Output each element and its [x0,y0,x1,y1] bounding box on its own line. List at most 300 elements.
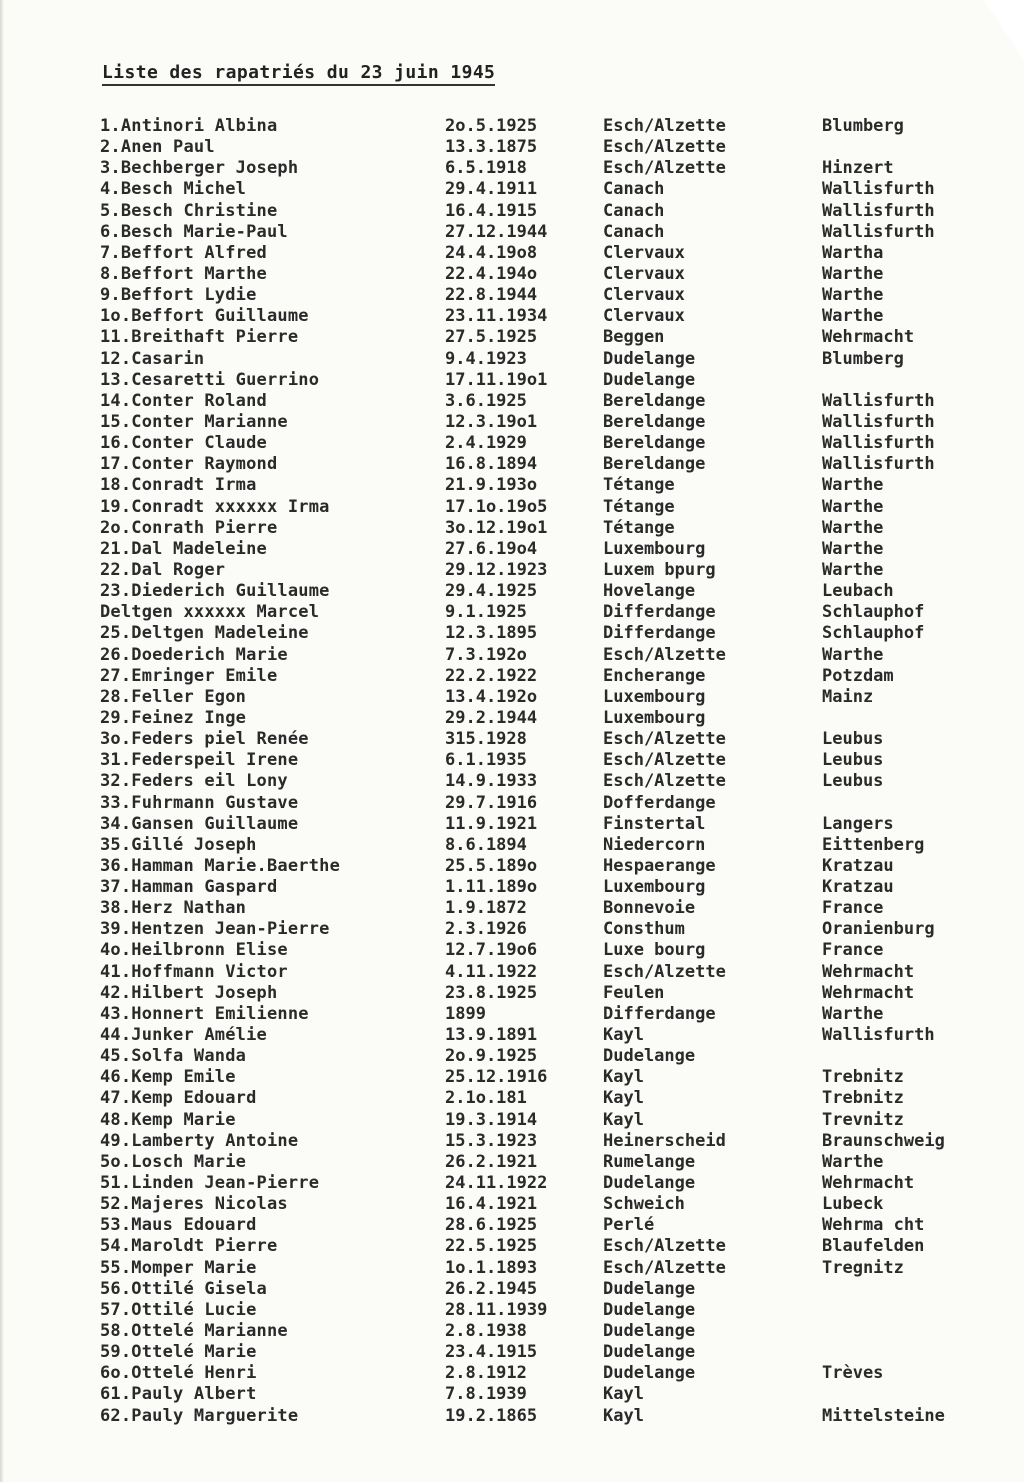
entry-destination: Wehrmacht [822,327,915,348]
entry-destination: Wallisfurth [822,433,935,454]
entry-name: 1.Antinori Albina [100,116,278,136]
list-item [0,1342,1024,1363]
entry-name: 28.Feller Egon [100,686,247,707]
entry-destination: Schlauphof [822,623,925,644]
list-item [0,898,1024,919]
list-item [0,1300,1024,1321]
list-item [0,1236,1024,1257]
list-item [0,1088,1024,1109]
list-item [0,1258,1024,1279]
entry-name: 52.Majeres Nicolas [100,1194,288,1215]
entry-name: 36.Hamman Marie.Baerthe [100,855,341,876]
entry-destination: Wehrmacht [822,1173,915,1194]
list-item [0,877,1024,898]
entry-destination: Wallisfurth [822,179,935,200]
entry-name: 33.Fuhrmann Gustave [100,792,299,813]
entry-name: 3o.Feders piel Renée [100,729,309,750]
entry-name: 51.Linden Jean-Pierre [100,1173,320,1194]
list-item [0,940,1024,961]
list-item [0,1384,1024,1405]
entry-birthplace: Esch/Alzette [603,750,726,771]
entry-birthplace: Luxembourg [603,686,706,707]
entry-name: 6.Besch Marie-Paul [100,221,288,242]
entry-destination: Leubus [822,771,884,792]
entry-birthplace: Kayl [603,1405,644,1426]
entry-name: 18.Conradt Irma [100,475,257,496]
entry-birth-date: 7.3.192o [445,644,527,665]
entry-birth-date: 2.8.1938 [445,1321,527,1342]
entry-name: 6o.Ottelé Henri [100,1363,257,1384]
entry-birth-date: 2.3.1926 [445,919,527,940]
entry-birthplace: Dudelange [603,1278,696,1299]
entry-birthplace: Bereldange [603,454,706,475]
entry-birthplace: Esch/Alzette [603,137,726,158]
entry-birthplace: Consthum [603,919,685,940]
entry-birth-date: 21.9.193o [445,475,538,496]
entry-birthplace: Esch/Alzette [603,158,726,179]
entry-birth-date: 3o.12.19o1 [445,517,548,538]
entry-birthplace: Dudelange [603,1363,696,1384]
entry-birth-date: 3.6.1925 [445,390,527,411]
page-corner-fold [984,0,1024,60]
entry-birthplace: Kayl [603,1384,644,1405]
entry-birthplace: Canach [603,221,665,242]
entry-birth-date: 26.2.1945 [445,1278,538,1299]
entry-name: 53.Maus Edouard [100,1215,257,1236]
entry-name: 27.Emringer Emile [100,665,278,686]
list-item [0,116,1024,137]
entry-birth-date: 2o.5.1925 [445,116,538,136]
entry-birth-date: 1o.1.1893 [445,1257,538,1278]
entry-birthplace: Esch/Alzette [603,644,726,665]
entry-birthplace: Kayl [603,1025,644,1046]
entry-birthplace: Feulen [603,982,665,1003]
entry-destination: Oranienburg [822,919,935,940]
entry-birth-date: 12.3.1895 [445,623,538,644]
entry-birth-date: 22.8.1944 [445,285,538,306]
entry-name: 7.Beffort Alfred [100,242,267,263]
entry-name: 29.Feinez Inge [100,707,247,728]
entry-name: 5.Besch Christine [100,200,278,221]
list-item [0,433,1024,454]
entry-name: 1o.Beffort Guillaume [100,306,309,327]
entry-destination: Wehrmacht [822,961,915,982]
entry-birthplace: Kayl [603,1067,644,1088]
entry-birthplace: Dudelange [603,1173,696,1194]
entry-birthplace: Dudelange [603,1321,696,1342]
entry-name: 15.Conter Marianne [100,411,288,432]
entry-destination: Eittenberg [822,834,925,855]
entry-birthplace: Bereldange [603,411,706,432]
entry-destination: France [822,940,884,961]
entry-name: 35.Gillé Joseph [100,834,257,855]
entry-name: 38.Herz Nathan [100,898,247,919]
list-item [0,349,1024,370]
entry-birth-date: 17.11.19o1 [445,369,548,390]
entry-name: 26.Doederich Marie [100,644,288,665]
entry-name: 32.Feders eil Lony [100,771,288,792]
entry-birth-date: 12.7.19o6 [445,940,538,961]
entry-destination: Wartha [822,242,884,263]
entry-birthplace: Dofferdange [603,792,716,813]
entry-destination: Warthe [822,306,884,327]
entry-name: 47.Kemp Edouard [100,1088,257,1109]
entry-name: 54.Maroldt Pierre [100,1236,278,1257]
entry-birthplace: Luxe bourg [603,940,706,961]
entry-birth-date: 22.4.194o [445,263,538,284]
entry-birth-date: 6.1.1935 [445,750,527,771]
entry-destination: Warthe [822,475,884,496]
list-item [0,793,1024,814]
entry-birth-date: 26.2.1921 [445,1151,538,1172]
entry-name: 43.Honnert Emilienne [100,1003,309,1024]
entry-destination: Wallisfurth [822,390,935,411]
entry-destination: Wallisfurth [822,1025,935,1046]
list-item [0,645,1024,666]
entry-name: 8.Beffort Marthe [100,263,267,284]
entry-name: 59.Ottelé Marie [100,1342,257,1363]
list-item [0,983,1024,1004]
list-item [0,391,1024,412]
entry-birth-date: 19.3.1914 [445,1109,538,1130]
entry-birth-date: 14.9.1933 [445,771,538,792]
entry-birth-date: 4.11.1922 [445,961,538,982]
list-item [0,1004,1024,1025]
entry-destination: Leubus [822,729,884,750]
entry-birthplace: Tétange [603,475,675,496]
list-item [0,856,1024,877]
list-item [0,285,1024,306]
entry-birthplace: Clervaux [603,285,685,306]
list-item [0,708,1024,729]
list-item [0,560,1024,581]
list-item [0,1194,1024,1215]
entry-birthplace: Dudelange [603,369,696,390]
entry-birth-date: 16.4.1915 [445,200,538,221]
entry-birth-date: 23.4.1915 [445,1342,538,1363]
list-item [0,1363,1024,1384]
entry-birthplace: Luxembourg [603,877,706,898]
entry-birthplace: Clervaux [603,306,685,327]
entry-name: 17.Conter Raymond [100,454,278,475]
list-item [0,729,1024,750]
entry-name: 2.Anen Paul [100,137,215,158]
list-item [0,1321,1024,1342]
list-item [0,1110,1024,1131]
entry-birth-date: 1.9.1872 [445,898,527,919]
list-item [0,1131,1024,1152]
entry-name: 25.Deltgen Madeleine [100,623,309,644]
entry-name: 31.Federspeil Irene [100,750,299,771]
entry-birth-date: 13.9.1891 [445,1025,538,1046]
entry-birth-date: 24.11.1922 [445,1173,548,1194]
list-item [0,497,1024,518]
entry-destination: Warthe [822,285,884,306]
list-item [0,581,1024,602]
entry-destination: Warthe [822,559,884,580]
entry-birthplace: Esch/Alzette [603,771,726,792]
entry-name: 16.Conter Claude [100,433,267,454]
entry-birth-date: 29.4.1925 [445,581,538,602]
entry-birth-date: 2o.9.1925 [445,1046,538,1067]
entry-birthplace: Differdange [603,623,716,644]
entry-birthplace: Beggen [603,327,665,348]
list-item [0,222,1024,243]
repatriate-list [0,116,1024,1427]
entry-birthplace: Differdange [603,602,716,623]
document-title: Liste des rapatriés du 23 juin 1945 [102,62,495,86]
entry-name: 23.Diederich Guillaume [100,581,330,602]
entry-name: 45.Solfa Wanda [100,1046,247,1067]
entry-birthplace: Kayl [603,1109,644,1130]
list-item [0,835,1024,856]
entry-name: 4.Besch Michel [100,179,247,200]
entry-birth-date: 11.9.1921 [445,813,538,834]
entry-name: 56.Ottilé Gisela [100,1278,267,1299]
entry-destination: Trebnitz [822,1088,904,1109]
list-item [0,518,1024,539]
entry-birth-date: 25.12.1916 [445,1067,548,1088]
entry-name: 11.Breithaft Pierre [100,327,299,348]
entry-destination: Trèves [822,1363,884,1384]
entry-destination: Mainz [822,686,874,707]
entry-destination: Potzdam [822,665,894,686]
entry-birth-date: 29.2.1944 [445,707,538,728]
entry-name: 3.Bechberger Joseph [100,158,299,179]
entry-name: 13.Cesaretti Guerrino [100,369,320,390]
entry-name: 62.Pauly Marguerite [100,1405,299,1426]
entry-birth-date: 24.4.19o8 [445,242,538,263]
entry-birth-date: 25.5.189o [445,855,538,876]
entry-birth-date: 8.6.1894 [445,834,527,855]
entry-birthplace: Perlé [603,1215,655,1236]
entry-destination: Blaufelden [822,1236,925,1257]
entry-birth-date: 12.3.19o1 [445,411,538,432]
entry-birth-date: 9.4.1923 [445,348,527,369]
entry-destination: Lubeck [822,1194,884,1215]
entry-name: 21.Dal Madeleine [100,538,267,559]
entry-birth-date: 19.2.1865 [445,1405,538,1426]
entry-destination: Wallisfurth [822,454,935,475]
entry-destination: Kratzau [822,877,894,898]
entry-destination: Wehrma cht [822,1215,925,1236]
list-item [0,1215,1024,1236]
entry-destination: Wallisfurth [822,221,935,242]
list-item [0,814,1024,835]
entry-birthplace: Dudelange [603,1299,696,1320]
entry-birth-date: 28.6.1925 [445,1215,538,1236]
entry-birth-date: 27.12.1944 [445,221,548,242]
entry-birth-date: 6.5.1918 [445,158,527,179]
entry-birthplace: Differdange [603,1003,716,1024]
list-item [0,264,1024,285]
entry-birthplace: Kayl [603,1088,644,1109]
list-item [0,243,1024,264]
entry-name: 44.Junker Amélie [100,1025,267,1046]
list-item [0,1067,1024,1088]
entry-destination: Wallisfurth [822,411,935,432]
entry-destination: Warthe [822,644,884,665]
entry-birthplace: Canach [603,179,665,200]
list-item [0,179,1024,200]
entry-birthplace: Esch/Alzette [603,961,726,982]
entry-birthplace: Esch/Alzette [603,729,726,750]
list-item [0,412,1024,433]
entry-destination: Trevnitz [822,1109,904,1130]
entry-birthplace: Rumelange [603,1151,696,1172]
entry-destination: Tregnitz [822,1257,904,1278]
entry-birthplace: Bonnevoie [603,898,696,919]
entry-birthplace: Schweich [603,1194,685,1215]
entry-destination: France [822,898,884,919]
entry-birth-date: 2.1o.181 [445,1088,527,1109]
entry-name: 46.Kemp Emile [100,1067,236,1088]
entry-birth-date: 2.8.1912 [445,1363,527,1384]
entry-destination: Wallisfurth [822,200,935,221]
entry-name: 49.Lamberty Antoine [100,1130,299,1151]
entry-birthplace: Bereldange [603,433,706,454]
entry-birth-date: 27.5.1925 [445,327,538,348]
list-item [0,454,1024,475]
entry-destination: Leubach [822,581,894,602]
entry-name: 39.Hentzen Jean-Pierre [100,919,330,940]
list-item [0,962,1024,983]
entry-birthplace: Dudelange [603,1342,696,1363]
entry-name: 2o.Conrath Pierre [100,517,278,538]
entry-birth-date: 315.1928 [445,729,527,750]
list-item [0,602,1024,623]
entry-name: 14.Conter Roland [100,390,267,411]
entry-birth-date: 29.4.1911 [445,179,538,200]
entry-birthplace: Hovelange [603,581,696,602]
entry-name: 9.Beffort Lydie [100,285,257,306]
list-item [0,623,1024,644]
entry-birthplace: Esch/Alzette [603,1236,726,1257]
entry-destination: Schlauphof [822,602,925,623]
entry-name: 55.Momper Marie [100,1257,257,1278]
list-item [0,1279,1024,1300]
entry-birthplace: Tétange [603,496,675,517]
entry-birth-date: 15.3.1923 [445,1130,538,1151]
list-item [0,475,1024,496]
entry-destination: Leubus [822,750,884,771]
entry-birth-date: 28.11.1939 [445,1299,548,1320]
entry-name: 37.Hamman Gaspard [100,877,278,898]
entry-name: 41.Hoffmann Victor [100,961,288,982]
list-item [0,158,1024,179]
entry-birth-date: 23.8.1925 [445,982,538,1003]
entry-name: 22.Dal Roger [100,559,226,580]
entry-name: 4o.Heilbronn Elise [100,940,288,961]
entry-birth-date: 27.6.19o4 [445,538,538,559]
list-item [0,539,1024,560]
entry-birthplace: Luxem bpurg [603,559,716,580]
entry-birthplace: Esch/Alzette [603,1257,726,1278]
list-item [0,201,1024,222]
entry-birth-date: 29.12.1923 [445,559,548,580]
list-item [0,919,1024,940]
list-item [0,750,1024,771]
list-item [0,771,1024,792]
entry-birth-date: 17.1o.19o5 [445,496,548,517]
list-item [0,137,1024,158]
entry-name: 48.Kemp Marie [100,1109,236,1130]
list-item [0,1173,1024,1194]
entry-birthplace: Heinerscheid [603,1130,726,1151]
entry-birth-date: 9.1.1925 [445,602,527,623]
entry-birth-date: 13.3.1875 [445,137,538,158]
entry-birth-date: 16.4.1921 [445,1194,538,1215]
entry-destination: Warthe [822,496,884,517]
entry-destination: Warthe [822,1003,884,1024]
entry-destination: Blumberg [822,348,904,369]
entry-birthplace: Dudelange [603,348,696,369]
entry-destination: Warthe [822,517,884,538]
entry-birthplace: Encherange [603,665,706,686]
entry-birth-date: 13.4.192o [445,686,538,707]
entry-destination: Blumberg [822,116,904,136]
entry-birth-date: 7.8.1939 [445,1384,527,1405]
entry-name: Deltgen xxxxxx Marcel [100,602,320,623]
entry-destination: Warthe [822,1151,884,1172]
entry-name: 61.Pauly Albert [100,1384,257,1405]
entry-name: 12.Casarin [100,348,205,369]
entry-birthplace: Dudelange [603,1046,696,1067]
entry-birthplace: Bereldange [603,390,706,411]
entry-birthplace: Hespaerange [603,855,716,876]
list-item [0,687,1024,708]
entry-birth-date: 22.5.1925 [445,1236,538,1257]
entry-name: 57.Ottilé Lucie [100,1299,257,1320]
entry-birthplace: Tétange [603,517,675,538]
entry-birth-date: 16.8.1894 [445,454,538,475]
list-item [0,370,1024,391]
entry-destination: Langers [822,813,894,834]
entry-birthplace: Niedercorn [603,834,706,855]
entry-name: 58.Ottelé Marianne [100,1321,288,1342]
entry-birth-date: 2.4.1929 [445,433,527,454]
entry-birth-date: 29.7.1916 [445,792,538,813]
list-item [0,1406,1024,1427]
entry-birthplace: Clervaux [603,263,685,284]
entry-birthplace: Luxembourg [603,707,706,728]
entry-destination: Braunschweig [822,1130,945,1151]
entry-birth-date: 22.2.1922 [445,665,538,686]
entry-destination: Trebnitz [822,1067,904,1088]
list-item [0,327,1024,348]
entry-destination: Warthe [822,263,884,284]
list-item [0,1025,1024,1046]
entry-destination: Mittelsteine [822,1405,945,1426]
entry-name: 5o.Losch Marie [100,1151,247,1172]
entry-name: 42.Hilbert Joseph [100,982,278,1003]
entry-name: 19.Conradt xxxxxx Irma [100,496,330,517]
entry-destination: Wehrmacht [822,982,915,1003]
entry-destination: Warthe [822,538,884,559]
entry-destination: Hinzert [822,158,894,179]
list-item [0,1152,1024,1173]
list-item [0,306,1024,327]
entry-birth-date: 1899 [445,1003,486,1024]
entry-birth-date: 1.11.189o [445,877,538,898]
entry-name: 34.Gansen Guillaume [100,813,299,834]
entry-birthplace: Luxembourg [603,538,706,559]
entry-birth-date: 23.11.1934 [445,306,548,327]
list-item [0,1046,1024,1067]
entry-destination: Kratzau [822,855,894,876]
entry-birthplace: Esch/Alzette [603,116,726,136]
list-item [0,666,1024,687]
